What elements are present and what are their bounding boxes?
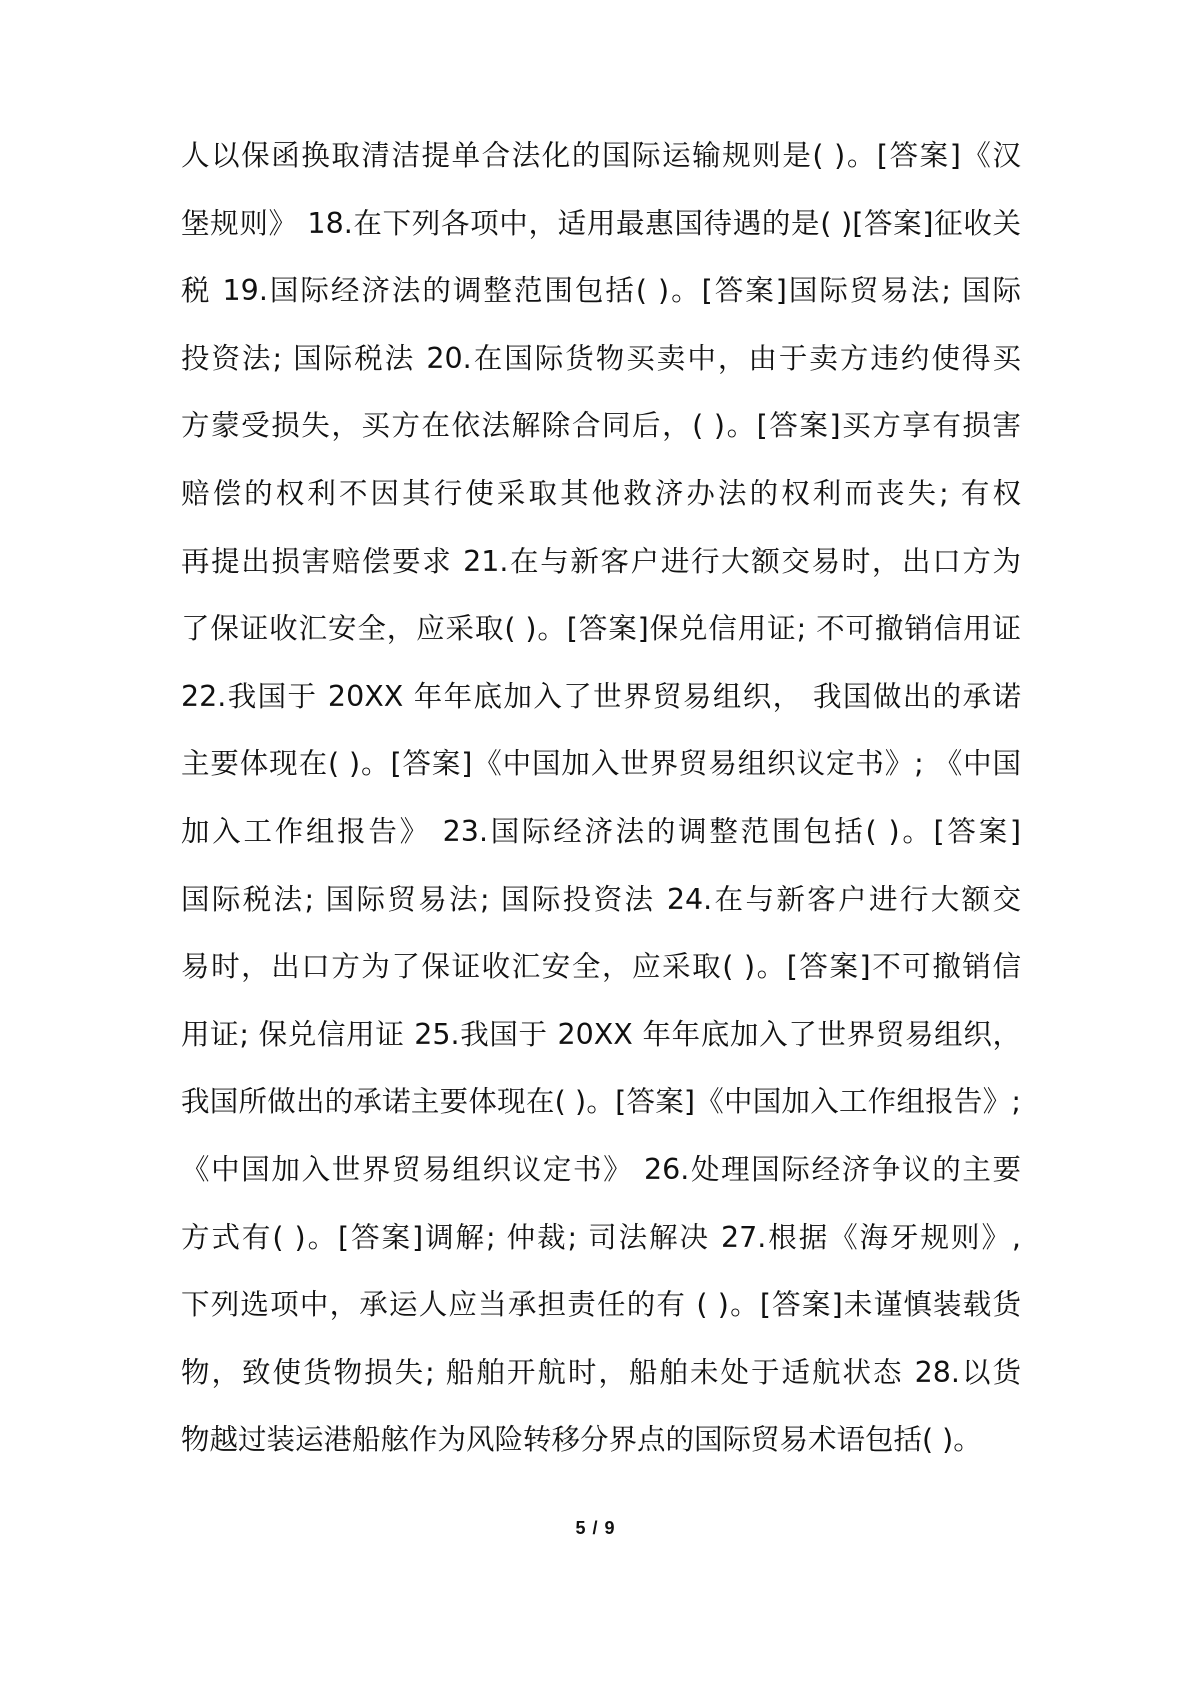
text-line: 我国所做出的承诺主要体现在( )。[答案]《中国加入工作组报告》;: [181, 1085, 1021, 1119]
text-line: 用证; 保兑信用证 25.我国于 20XX 年年底加入了世界贸易组织，: [181, 1017, 1021, 1051]
text-line: 堡规则》 18.在下列各项中，适用最惠国待遇的是( )[答案]征收关: [181, 206, 1021, 240]
text-line: 赔偿的权利不因其行使采取其他救济办法的权利而丧失; 有权: [181, 476, 1021, 510]
text-line: 投资法; 国际税法 20.在国际货物买卖中，由于卖方违约使得买: [181, 341, 1021, 375]
text-line: 方式有( )。[答案]调解; 仲裁; 司法解决 27.根据《海牙规则》,: [181, 1220, 1021, 1254]
page-number: 5 / 9: [575, 1518, 616, 1538]
text-line: 下列选项中，承运人应当承担责任的有 ( )。[答案]未谨慎装载货: [181, 1288, 1021, 1322]
text-line: 国际税法; 国际贸易法; 国际投资法 24.在与新客户进行大额交: [181, 882, 1021, 916]
body-text: [181, 122, 1021, 1474]
text-line: 人以保函换取清洁提单合法化的国际运输规则是( )。[答案]《汉: [181, 139, 1021, 172]
text-line: 税 19.国际经济法的调整范围包括( )。[答案]国际贸易法; 国际: [181, 274, 1021, 308]
text-line: 主要体现在( )。[答案]《中国加入世界贸易组织议定书》; 《中国: [181, 747, 1021, 781]
text-line: 物，致使货物损失; 船舶开航时，船舶未处于适航状态 28.以货: [181, 1355, 1021, 1389]
text-line: 易时，出口方为了保证收汇安全，应采取( )。[答案]不可撤销信: [181, 950, 1021, 984]
text-line: 方蒙受损失，买方在依法解除合同后，( )。[答案]买方享有损害: [181, 409, 1021, 443]
text-line: 物越过装运港船舷作为风险转移分界点的国际贸易术语包括( )。: [181, 1423, 982, 1457]
text-line: 加入工作组报告》 23.国际经济法的调整范围包括( )。[答案]: [181, 814, 1021, 848]
text-line: 22.我国于 20XX 年年底加入了世界贸易组织， 我国做出的承诺: [181, 679, 1021, 713]
text-line: 了保证收汇安全，应采取( )。[答案]保兑信用证; 不可撤销信用证: [181, 612, 1021, 646]
text-line: 再提出损害赔偿要求 21.在与新客户进行大额交易时，出口方为: [181, 544, 1021, 578]
text-line: 《中国加入世界贸易组织议定书》 26.处理国际经济争议的主要: [181, 1152, 1021, 1186]
